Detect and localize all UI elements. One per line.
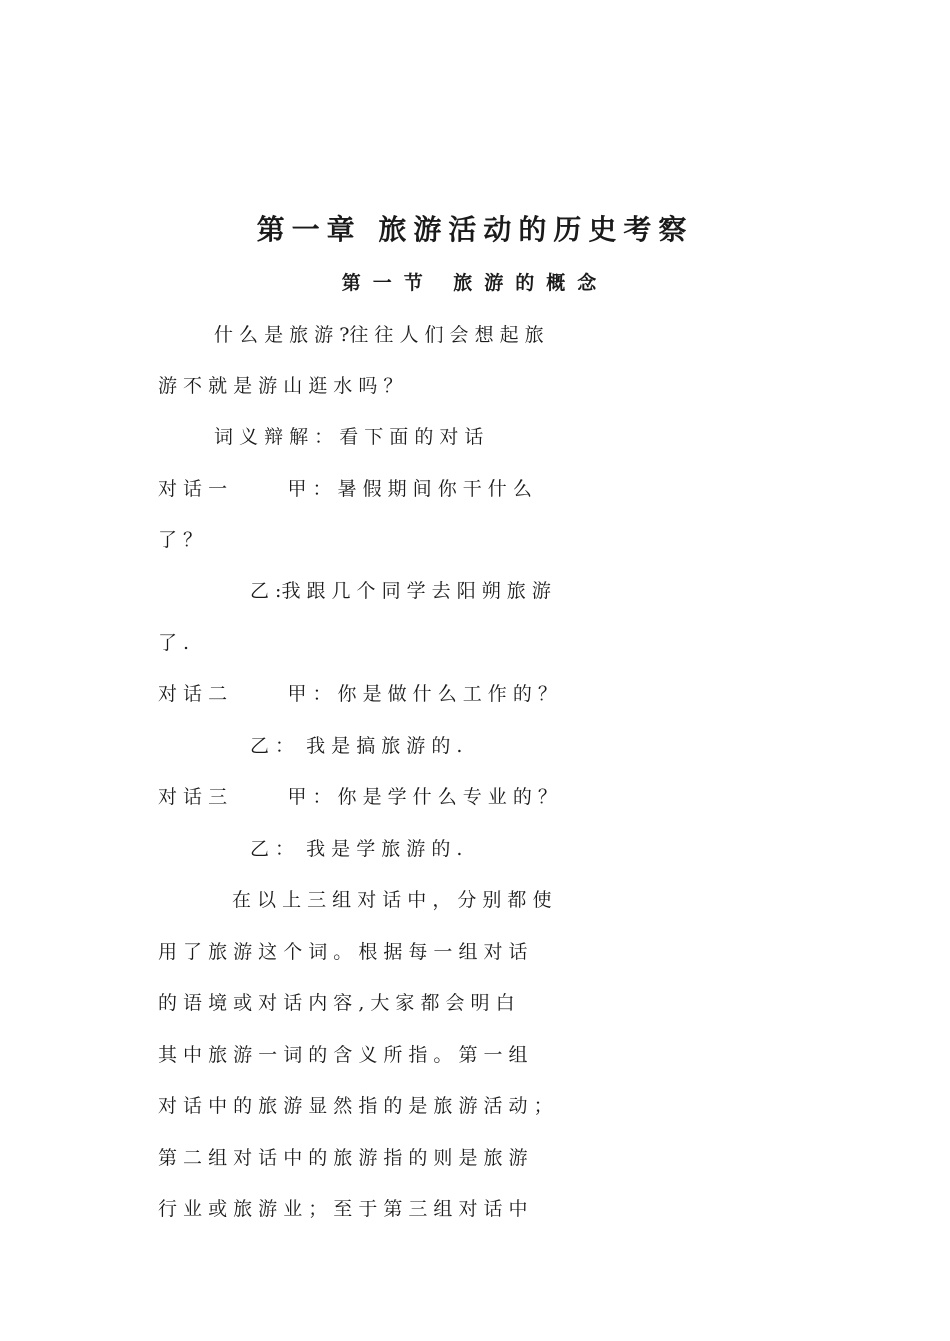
dialogue-line: 了 ？	[158, 529, 203, 551]
dialogue-line: 对 话 一 甲 ： 暑 假 期 间 你 干 什 么	[158, 478, 532, 500]
paragraph-line: 什 么 是 旅 游 ?往 往 人 们 会 想 起 旅	[214, 324, 544, 346]
dialogue-line: 对 话 二 甲 ： 你 是 做 什 么 工 作 的 ？	[158, 683, 557, 705]
dialogue-line: 乙 :我 跟 几 个 同 学 去 阳 朔 旅 游	[250, 580, 551, 602]
paragraph-line: 对 话 中 的 旅 游 显 然 指 的 是 旅 游 活 动 ；	[158, 1095, 553, 1117]
paragraph-line: 游 不 就 是 游 山 逛 水 吗 ？	[158, 375, 403, 397]
dialogue-line: 乙 ： 我 是 搞 旅 游 的 .	[250, 735, 463, 757]
dialogue-line: 乙 ： 我 是 学 旅 游 的 .	[250, 838, 463, 860]
paragraph-line: 用 了 旅 游 这 个 词 。 根 据 每 一 组 对 话	[158, 941, 528, 963]
dialogue-line: 了 .	[158, 632, 190, 654]
paragraph-line: 行 业 或 旅 游 业 ； 至 于 第 三 组 对 话 中	[158, 1198, 528, 1220]
chapter-title: 第一章 旅游活动的历史考察	[256, 213, 694, 246]
paragraph-line: 第 二 组 对 话 中 的 旅 游 指 的 则 是 旅 游	[158, 1147, 528, 1169]
dialogue-line: 对 话 三 甲 ： 你 是 学 什 么 专 业 的 ？	[158, 786, 557, 808]
paragraph-line: 其 中 旅 游 一 词 的 含 义 所 指 。 第 一 组	[158, 1044, 528, 1066]
section-title: 第一节 旅游的概念	[341, 272, 609, 294]
paragraph-line: 词 义 辩 解 ： 看 下 面 的 对 话	[214, 426, 484, 448]
paragraph-line: 在 以 上 三 组 对 话 中 ， 分 别 都 使	[232, 889, 552, 911]
paragraph-line: 的 语 境 或 对 话 内 容 , 大 家 都 会 明 白	[158, 992, 515, 1014]
